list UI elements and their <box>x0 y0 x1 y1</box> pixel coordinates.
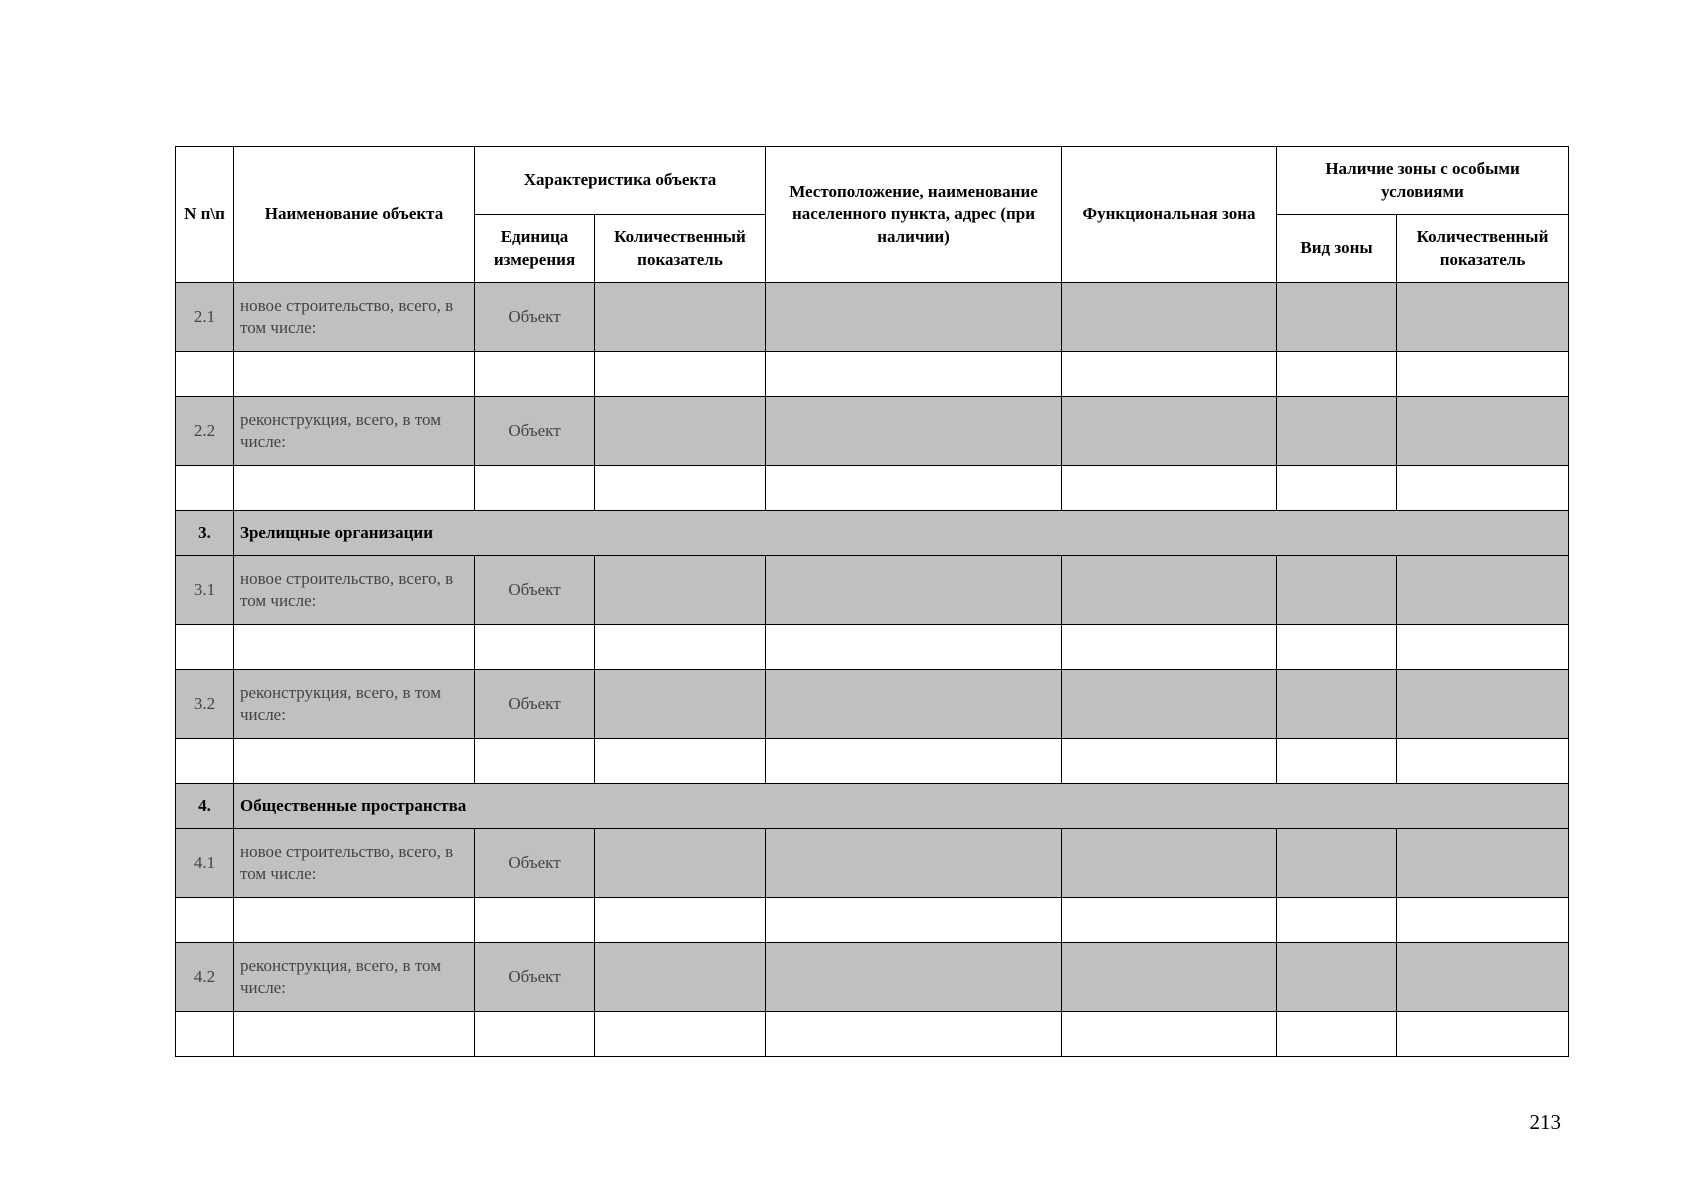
row-number: 2.2 <box>176 397 234 466</box>
row-location <box>766 556 1062 625</box>
header-special-zone: Наличие зоны с особыми условиями <box>1277 147 1569 215</box>
table-row <box>176 397 1569 466</box>
row-name: реконструкция, всего, в том числе: <box>234 397 475 466</box>
row-name: новое строительство, всего, в том числе: <box>234 829 475 898</box>
header-unit: Единица измерения <box>475 215 595 283</box>
row-zone-quantity <box>1397 556 1569 625</box>
row-quantity <box>595 556 766 625</box>
section-number: 4. <box>176 784 234 829</box>
row-zone-type <box>1277 670 1397 739</box>
header-zone-type: Вид зоны <box>1277 215 1397 283</box>
row-zone-quantity <box>1397 829 1569 898</box>
row-zone-quantity <box>1397 943 1569 1012</box>
row-zone-quantity <box>1397 397 1569 466</box>
header-functional-zone: Функциональная зона <box>1062 147 1277 283</box>
row-name: реконструкция, всего, в том числе: <box>234 670 475 739</box>
table-row-empty <box>176 739 1569 784</box>
table-row <box>176 670 1569 739</box>
row-location <box>766 943 1062 1012</box>
row-zone-type <box>1277 283 1397 352</box>
row-number: 4.1 <box>176 829 234 898</box>
row-functional-zone <box>1062 283 1277 352</box>
row-location <box>766 283 1062 352</box>
row-location <box>766 670 1062 739</box>
row-quantity <box>595 283 766 352</box>
row-name: новое строительство, всего, в том числе: <box>234 283 475 352</box>
row-zone-type <box>1277 943 1397 1012</box>
row-zone-quantity <box>1397 670 1569 739</box>
header-characteristic: Характеристика объекта <box>475 147 766 215</box>
row-functional-zone <box>1062 670 1277 739</box>
row-name: новое строительство, всего, в том числе: <box>234 556 475 625</box>
table-row-empty <box>176 625 1569 670</box>
row-zone-quantity <box>1397 283 1569 352</box>
header-location: Местоположение, наименование населенного пункта, адрес (при наличии) <box>766 147 1062 283</box>
objects-table <box>175 146 1569 1057</box>
header-name: Наименование объекта <box>234 147 475 283</box>
row-number: 3.2 <box>176 670 234 739</box>
row-functional-zone <box>1062 943 1277 1012</box>
row-zone-type <box>1277 556 1397 625</box>
header-zone-quantity: Количественный показатель <box>1397 215 1569 283</box>
row-quantity <box>595 397 766 466</box>
table-row-empty <box>176 352 1569 397</box>
table-row <box>176 943 1569 1012</box>
row-quantity <box>595 943 766 1012</box>
row-unit: Объект <box>475 943 595 1012</box>
row-unit: Объект <box>475 397 595 466</box>
section-row <box>176 784 1569 829</box>
section-row <box>176 511 1569 556</box>
row-number: 3.1 <box>176 556 234 625</box>
row-zone-type <box>1277 397 1397 466</box>
row-unit: Объект <box>475 829 595 898</box>
row-number: 2.1 <box>176 283 234 352</box>
row-location <box>766 397 1062 466</box>
row-number: 4.2 <box>176 943 234 1012</box>
row-functional-zone <box>1062 556 1277 625</box>
table-row-empty <box>176 898 1569 943</box>
table-row-empty <box>176 1012 1569 1057</box>
row-zone-type <box>1277 829 1397 898</box>
row-unit: Объект <box>475 283 595 352</box>
table-row <box>176 556 1569 625</box>
row-functional-zone <box>1062 397 1277 466</box>
table-row <box>176 283 1569 352</box>
row-unit: Объект <box>475 556 595 625</box>
row-quantity <box>595 829 766 898</box>
row-unit: Объект <box>475 670 595 739</box>
section-number: 3. <box>176 511 234 556</box>
header-num: N п\п <box>176 147 234 283</box>
section-title: Общественные пространства <box>234 784 1569 829</box>
row-name: реконструкция, всего, в том числе: <box>234 943 475 1012</box>
row-location <box>766 829 1062 898</box>
row-functional-zone <box>1062 829 1277 898</box>
table-row <box>176 829 1569 898</box>
page-number: 213 <box>1529 1110 1561 1134</box>
row-quantity <box>595 670 766 739</box>
section-title: Зрелищные организации <box>234 511 1569 556</box>
header-quantity: Количественный показатель <box>595 215 766 283</box>
table-row-empty <box>176 466 1569 511</box>
